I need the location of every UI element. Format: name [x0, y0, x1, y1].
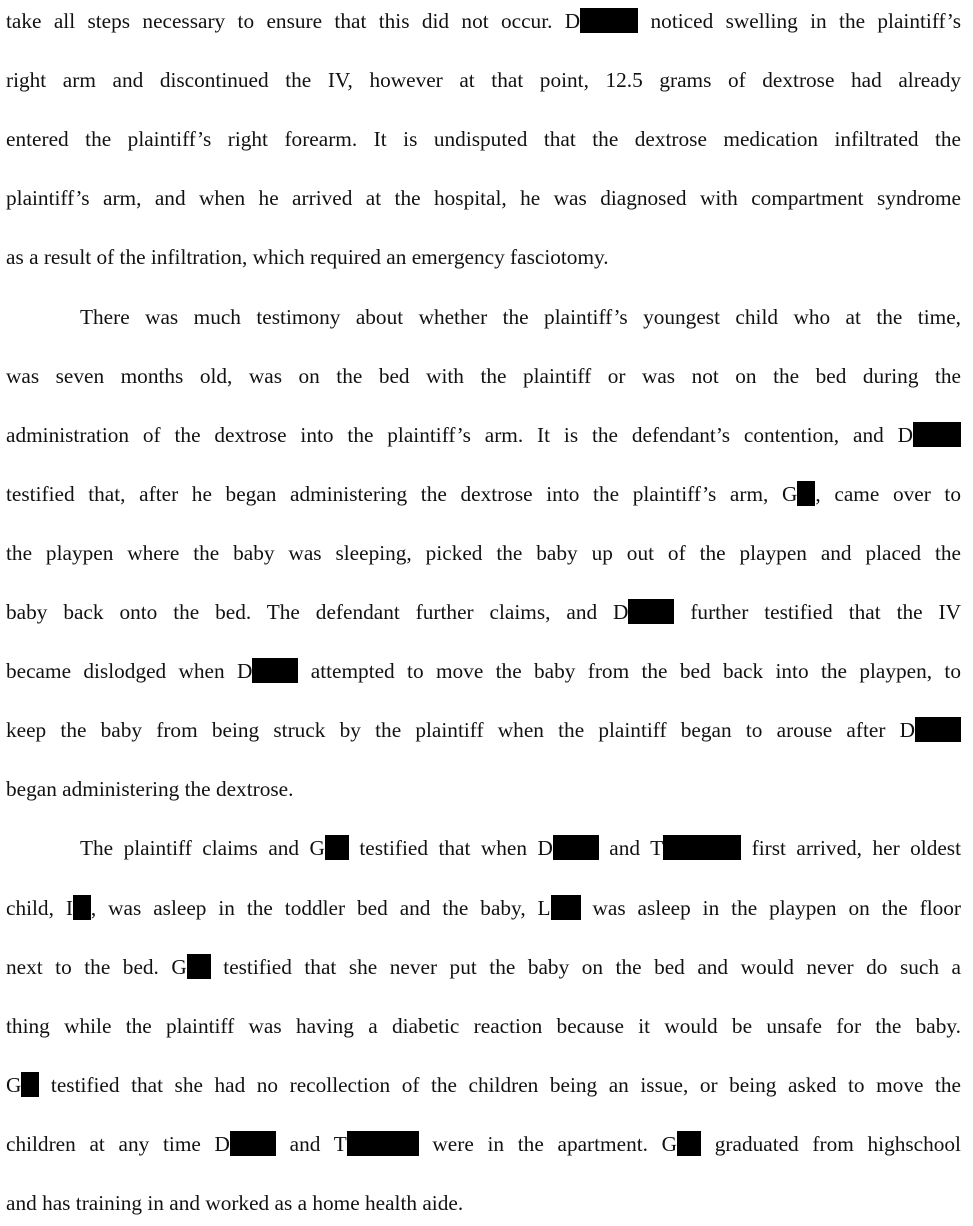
line-text: and T	[598, 836, 664, 861]
line-text: began administering the dextrose.	[6, 777, 294, 802]
line-text: and T	[275, 1131, 347, 1156]
text-line	[6, 178, 961, 218]
line-text: thing while the plaintiff was having a diabetic reaction because it would be unsafe for the baby.	[6, 1013, 961, 1038]
text-line	[6, 1124, 961, 1164]
line-text: was seven months old, was on the bed with the plaintiff or was not on the bed during the	[6, 363, 961, 388]
line-text: , was asleep in the toddler bed and the baby, L	[90, 895, 551, 920]
line-text: keep the baby from being struck by the plaintiff when the plaintiff began to arouse after D	[6, 718, 915, 743]
text-line	[80, 297, 961, 337]
line-text: take all steps necessary to ensure that this did not occur. D	[6, 9, 581, 33]
text-line	[6, 237, 961, 277]
text-line	[6, 415, 961, 455]
text-line	[6, 60, 961, 100]
line-text: plaintiff’s arm, and when he arrived at the hospital, he was diagnosed with compartment syndrome	[6, 186, 961, 211]
line-text: and has training in and worked as a home health aide.	[6, 1191, 464, 1215]
redaction-box	[325, 835, 349, 860]
redaction-box	[553, 835, 599, 860]
redaction-box	[580, 8, 638, 33]
redaction-box	[347, 1131, 419, 1156]
line-text: attempted to move the baby from the bed back into the playpen, to	[298, 659, 961, 684]
redaction-box	[628, 599, 674, 624]
line-text: first arrived, her oldest	[741, 836, 961, 861]
text-line	[80, 828, 961, 868]
line-text: became dislodged when D	[6, 659, 253, 684]
text-line	[6, 769, 961, 809]
redaction-box	[21, 1072, 39, 1097]
line-text: testified that when D	[348, 836, 553, 861]
line-text: There was much testimony about whether the plaintiff’s youngest child who at the time,	[80, 304, 961, 329]
text-line	[6, 947, 961, 987]
text-line	[6, 710, 961, 750]
redaction-box	[187, 954, 211, 979]
line-text: noticed swelling in the plaintiff’s	[638, 9, 961, 33]
line-text: child, I	[6, 895, 73, 920]
line-text: were in the apartment. G	[418, 1131, 678, 1156]
redaction-box	[913, 422, 961, 447]
line-text: testified that she had no recollection of the children being an issue, or being asked to move the	[39, 1072, 961, 1097]
text-line	[6, 1065, 961, 1105]
text-line	[6, 119, 961, 159]
redaction-box	[73, 895, 91, 920]
line-text: The plaintiff claims and G	[80, 836, 325, 861]
line-text: testified that she never put the baby on the bed and would never do such a	[210, 954, 961, 979]
redaction-box	[230, 1131, 276, 1156]
redaction-box	[915, 717, 961, 742]
redaction-box	[663, 835, 741, 860]
redaction-box	[677, 1131, 701, 1156]
text-line	[6, 592, 961, 632]
line-text: was asleep in the playpen on the floor	[580, 895, 961, 920]
line-text: administration of the dextrose into the plaintiff’s arm. It is the defendant’s contention, and D	[6, 422, 913, 447]
text-line	[6, 356, 961, 396]
line-text: graduated from highschool	[701, 1131, 961, 1156]
line-text: children at any time D	[6, 1131, 230, 1156]
text-line	[6, 888, 961, 928]
line-text: G	[6, 1072, 22, 1097]
text-line	[6, 1006, 961, 1046]
line-text: baby back onto the bed. The defendant further claims, and D	[6, 600, 629, 624]
redaction-box	[252, 658, 298, 683]
text-line	[6, 533, 961, 573]
line-text: testified that, after he began administering the dextrose into the plaintiff’s arm, G	[6, 481, 798, 506]
text-line	[6, 474, 961, 514]
text-line	[6, 1183, 961, 1223]
text-line	[6, 651, 961, 691]
redaction-box	[551, 895, 581, 920]
line-text: the playpen where the baby was sleeping, picked the baby up out of the playpen and placed the	[6, 540, 961, 565]
line-text: right arm and discontinued the IV, however at that point, 12.5 grams of dextrose had already	[6, 68, 961, 93]
line-text: entered the plaintiff’s right forearm. It is undisputed that the dextrose medication infiltrated the	[6, 127, 961, 152]
line-text: next to the bed. G	[6, 954, 187, 979]
line-text: as a result of the infiltration, which required an emergency fasciotomy.	[6, 245, 609, 270]
text-line	[6, 1, 961, 41]
line-text: further testified that the IV	[674, 600, 961, 624]
line-text: , came over to	[815, 481, 961, 506]
redaction-box	[797, 481, 815, 506]
